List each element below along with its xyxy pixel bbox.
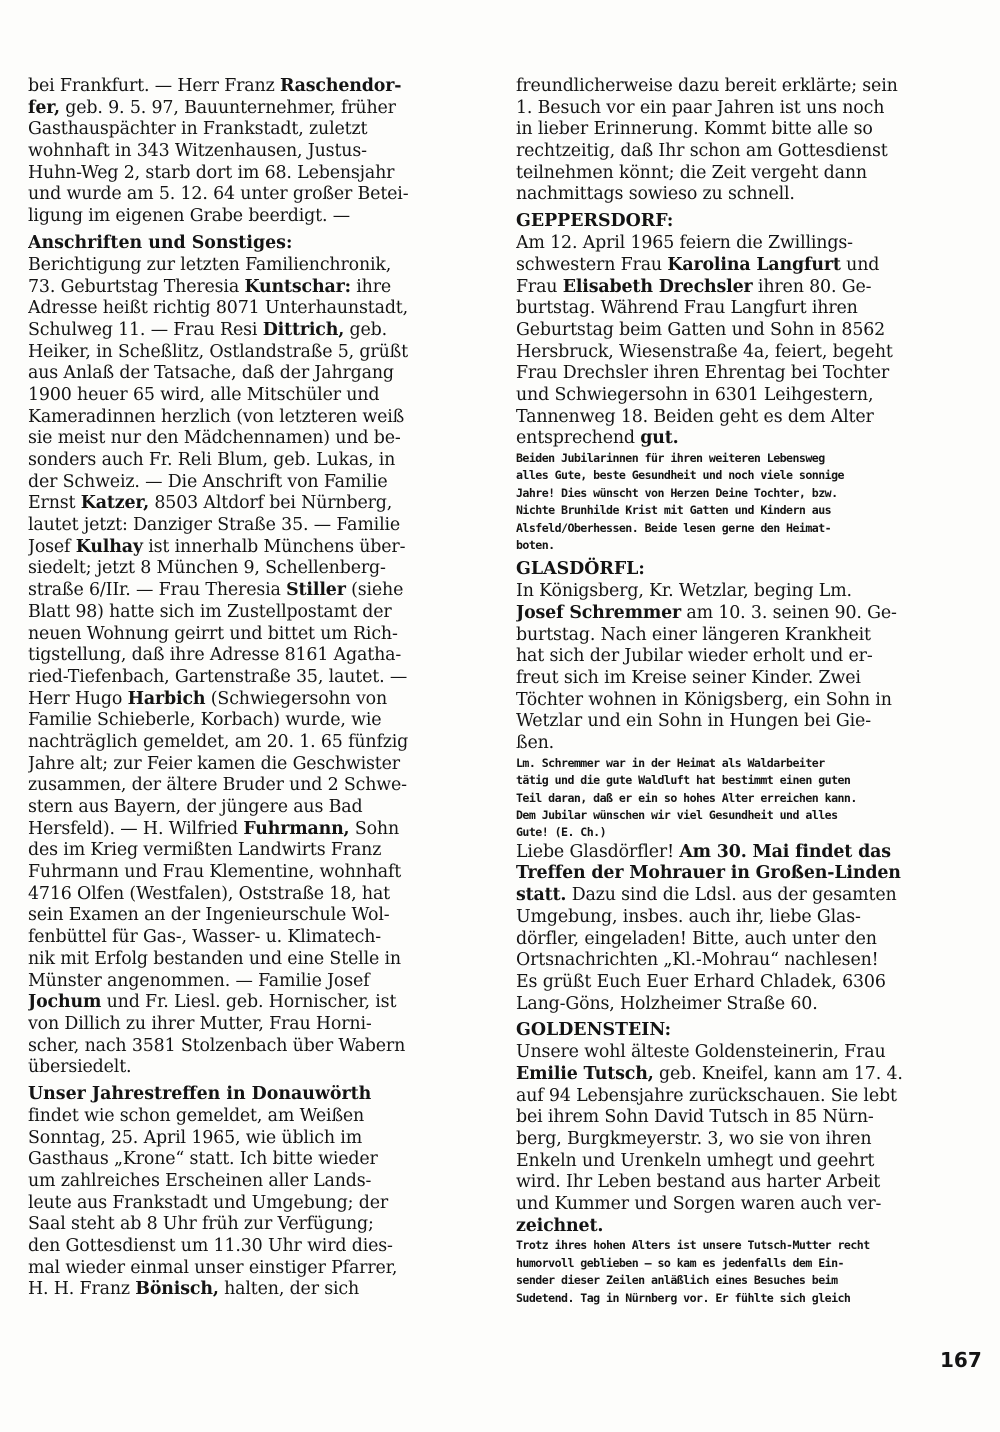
right-text-line xyxy=(516,233,972,255)
text-span: Tannenweg 18. Beiden geht es dem Alter xyxy=(516,406,874,427)
left-text-line xyxy=(28,1106,482,1128)
left-text-line xyxy=(28,1171,482,1193)
right-text-line xyxy=(516,320,972,342)
right-text-line xyxy=(516,690,972,712)
text-span: halten, der sich xyxy=(218,1279,360,1300)
text-span: tigstellung, daß ihre Adresse 8161 Agatha- xyxy=(28,645,402,666)
right-small-print-line xyxy=(516,502,972,519)
left-text-line xyxy=(28,1193,482,1215)
left-text-line xyxy=(28,1258,482,1280)
left-column xyxy=(28,76,482,1301)
right-text-line xyxy=(516,1216,972,1238)
text-span: Jahre alt; zur Feier kamen die Geschwister xyxy=(28,753,400,774)
text-span: Ernst xyxy=(28,493,81,514)
right-text-line xyxy=(516,907,972,929)
bold-text: Bönisch, xyxy=(135,1279,219,1300)
right-small-print-line xyxy=(516,450,972,467)
left-text-line xyxy=(28,1279,482,1301)
right-text-line xyxy=(516,929,972,951)
right-small-print-line xyxy=(516,485,972,502)
bold-text: Jochum xyxy=(28,992,102,1013)
text-span: freundlicherweise dazu bereit erklärte; sein xyxy=(516,76,898,96)
bold-text: GLASDÖRFL: xyxy=(516,559,645,580)
left-text-line xyxy=(28,537,482,559)
text-span: neuen Wohnung geirrt und bittet um Rich- xyxy=(28,623,398,644)
text-span: burtstag. Nach einer längeren Krankheit xyxy=(516,624,871,645)
left-text-line xyxy=(28,428,482,450)
right-text-line xyxy=(516,711,972,733)
left-text-line xyxy=(28,797,482,819)
text-span: um zahlreiches Erscheinen aller Lands- xyxy=(28,1171,372,1191)
left-text-line xyxy=(28,1214,482,1236)
text-span: Herr Hugo xyxy=(28,688,128,709)
text-span: stern aus Bayern, der jüngere aus Bad xyxy=(28,797,363,817)
text-span: und Kummer und Sorgen waren auch ver- xyxy=(516,1194,882,1215)
text-span: und xyxy=(840,254,880,275)
left-text-line xyxy=(28,184,482,206)
text-span: Frau Drechsler ihren Ehrentag bei Tochter xyxy=(516,363,890,384)
left-text-line xyxy=(28,971,482,993)
left-text-line xyxy=(28,1149,482,1171)
bold-text: Harbich xyxy=(127,688,206,709)
text-span: ligung im eigenen Grabe beerdigt. — xyxy=(28,206,350,227)
bold-text: Emilie Tutsch, xyxy=(516,1063,654,1084)
text-span: des im Krieg vermißten Landwirts Franz xyxy=(28,840,382,861)
bold-text: Unser Jahrestreffen in Donauwörth xyxy=(28,1083,372,1104)
right-text-line xyxy=(516,119,972,141)
text-span: In Königsberg, Kr. Wetzlar, beging Lm. xyxy=(516,581,852,602)
text-span: lautet jetzt: Danziger Straße 35. — Familie xyxy=(28,515,401,536)
text-span: entsprechend xyxy=(516,428,641,449)
text-span: boten. xyxy=(516,537,555,552)
right-text-line xyxy=(516,363,972,385)
text-span: der Schweiz. — Die Anschrift von Familie xyxy=(28,471,388,492)
left-text-line xyxy=(28,493,482,515)
left-text-line xyxy=(28,624,482,646)
right-text-line xyxy=(516,972,972,994)
text-span: alles Gute, beste Gesundheit und noch viele sonnige xyxy=(516,468,844,483)
text-span: nachmittags sowieso zu schnell. xyxy=(516,184,795,205)
text-span: 1900 heuer 65 wird, alle Mitschüler und xyxy=(28,384,380,405)
text-span: Hersfeld). — H. Wilfried xyxy=(28,818,244,839)
bold-text: Am 30. Mai findet das xyxy=(679,841,891,862)
text-span: Lm. Schremmer war in der Heimat als Waldarbeiter xyxy=(516,755,825,770)
page-number: 167 xyxy=(940,1348,982,1372)
right-small-print-line xyxy=(516,1290,972,1307)
text-span: Berichtigung zur letzten Familienchronik, xyxy=(28,254,392,275)
left-text-line xyxy=(28,1014,482,1036)
right-small-print-line xyxy=(516,537,972,554)
bold-text: Treffen der Mohrauer in Großen-Linden xyxy=(516,863,901,884)
text-span: Jahre! Dies wünscht von Herzen Deine Tochter, bzw. xyxy=(516,485,838,500)
left-text-line xyxy=(28,1057,482,1079)
right-text-line xyxy=(516,255,972,277)
left-text-line xyxy=(28,407,482,429)
left-text-line xyxy=(28,905,482,927)
bold-text: Karolina Langfurt xyxy=(667,254,841,275)
text-span: geb. xyxy=(344,319,388,340)
text-span: Familie Schieberle, Korbach) wurde, wie xyxy=(28,710,382,731)
left-text-line xyxy=(28,775,482,797)
bold-text: Elisabeth Drechsler xyxy=(562,276,753,297)
text-span: humorvoll geblieben — so kam es jedenfalls dem Ein- xyxy=(516,1255,844,1270)
text-span: ihre xyxy=(350,276,392,297)
text-span: Gute! (E. Ch.) xyxy=(516,825,607,840)
left-text-line xyxy=(28,645,482,667)
text-span: Gasthaus „Krone“ statt. Ich bitte wieder xyxy=(28,1149,378,1170)
text-span: (siehe xyxy=(345,580,404,601)
left-text-line xyxy=(28,558,482,580)
left-text-line xyxy=(28,277,482,299)
text-span: Liebe Glasdörfler! xyxy=(516,841,680,862)
right-small-print-line xyxy=(516,807,972,824)
left-text-line xyxy=(28,732,482,754)
text-span: Umgebung, insbes. auch ihr, liebe Glas- xyxy=(516,906,861,927)
text-span: Lang-Göns, Holzheimer Straße 60. xyxy=(516,993,818,1014)
left-text-line xyxy=(28,689,482,711)
left-text-line xyxy=(28,1128,482,1150)
bold-text: Anschriften und Sonstiges: xyxy=(28,232,293,253)
text-span: hat sich der Jubilar wieder erholt und er- xyxy=(516,646,873,667)
text-span: und Schwiegersohn in 6301 Leihgestern, xyxy=(516,384,874,405)
text-span: teilnehmen könnt; die Zeit vergeht dann xyxy=(516,162,867,183)
right-small-print-line xyxy=(516,467,972,484)
text-span: Nichte Brunhilde Krist mit Gatten und Kindern aus xyxy=(516,503,832,518)
text-span: wohnhaft in 343 Witzenhausen, Justus- xyxy=(28,141,367,162)
text-span: Trotz ihres hohen Alters ist unsere Tutsch-Mutter recht xyxy=(516,1238,870,1253)
text-span: Alsfeld/Oberhessen. Beide lesen gerne den Heimat- xyxy=(516,520,832,535)
text-span: mal wieder einmal unser einstiger Pfarrer, xyxy=(28,1257,398,1278)
bold-text: fer, xyxy=(28,97,60,118)
right-section-heading xyxy=(516,557,972,581)
text-span: wird. Ihr Leben bestand aus harter Arbeit xyxy=(516,1172,881,1193)
left-text-line xyxy=(28,602,482,624)
right-text-line xyxy=(516,1172,972,1194)
left-text-line xyxy=(28,819,482,841)
left-text-line xyxy=(28,862,482,884)
text-span: rechtzeitig, daß Ihr schon am Gottesdienst xyxy=(516,141,888,162)
left-text-line xyxy=(28,385,482,407)
right-section-heading xyxy=(516,209,972,233)
left-text-line xyxy=(28,255,482,277)
text-span: Saal steht ab 8 Uhr früh zur Verfügung; xyxy=(28,1214,374,1235)
right-small-print-line xyxy=(516,824,972,841)
text-span: geb. Kneifel, kann am 17. 4. xyxy=(653,1063,903,1084)
text-span: Beiden Jubilarinnen für ihren weiteren Lebensweg xyxy=(516,451,825,465)
text-span: sein Examen an der Ingenieurschule Wol- xyxy=(28,905,390,926)
text-span: übersiedelt. xyxy=(28,1057,132,1078)
text-span: schwestern Frau xyxy=(516,254,668,275)
text-span: von Dillich zu ihrer Mutter, Frau Horni- xyxy=(28,1013,372,1034)
right-text-line xyxy=(516,342,972,364)
bold-text: Kulhay xyxy=(75,536,143,557)
text-span: bei ihrem Sohn David Tutsch in 85 Nürn- xyxy=(516,1107,874,1128)
right-text-line xyxy=(516,842,972,864)
text-span: und wurde am 5. 12. 64 unter großer Betei- xyxy=(28,184,409,205)
text-span: Fuhrmann und Frau Klementine, wohnhaft xyxy=(28,862,402,883)
text-span: Sonntag, 25. April 1965, wie üblich im xyxy=(28,1127,363,1148)
right-text-line xyxy=(516,994,972,1016)
right-text-line xyxy=(516,603,972,625)
right-text-line xyxy=(516,1151,972,1173)
text-span: Dem Jubilar wünschen wir viel Gesundheit und alles xyxy=(516,808,838,823)
text-span: auf 94 Lebensjahre zurückschauen. Sie lebt xyxy=(516,1085,897,1106)
right-text-line xyxy=(516,98,972,120)
left-text-line xyxy=(28,710,482,732)
left-text-line xyxy=(28,884,482,906)
text-span: findet wie schon gemeldet, am Weißen xyxy=(28,1105,365,1126)
left-text-line xyxy=(28,754,482,776)
left-text-line xyxy=(28,949,482,971)
text-span: nachträglich gemeldet, am 20. 1. 65 fünfzig xyxy=(28,731,409,752)
left-text-line xyxy=(28,515,482,537)
right-text-line xyxy=(516,298,972,320)
left-text-line xyxy=(28,1036,482,1058)
text-span: Josef xyxy=(28,536,76,557)
left-text-line xyxy=(28,1236,482,1258)
text-span: Unsere wohl älteste Goldensteinerin, Frau xyxy=(516,1042,886,1063)
right-small-print-line xyxy=(516,520,972,537)
text-span: 4716 Olfen (Westfalen), Oststraße 18, hat xyxy=(28,883,390,904)
left-text-line xyxy=(28,119,482,141)
right-text-line xyxy=(516,163,972,185)
text-span: sender dieser Zeilen anläßlich eines Besuches beim xyxy=(516,1273,838,1288)
text-span: ßen. xyxy=(516,733,555,754)
text-span: Teil daran, daß er ein so hohes Alter erreichen kann. xyxy=(516,790,857,805)
bold-text: gut. xyxy=(640,428,679,449)
text-span: Es grüßt Euch Euer Erhard Chladek, 6306 xyxy=(516,971,886,992)
bold-text: Raschendor- xyxy=(279,76,402,96)
text-span: ist innerhalb Münchens über- xyxy=(142,536,406,557)
right-text-line xyxy=(516,141,972,163)
text-span: zusammen, der ältere Bruder und 2 Schwe- xyxy=(28,775,407,796)
text-span: Enkeln und Urenkeln umhegt und geehrt xyxy=(516,1150,875,1171)
left-text-line xyxy=(28,163,482,185)
text-span: 8503 Altdorf bei Nürnberg, xyxy=(149,493,393,514)
text-span: Ortsnachrichten „Kl.-Mohrau“ nachlesen! xyxy=(516,950,879,971)
text-span: Kameradinnen herzlich (von letzteren weiß xyxy=(28,406,405,427)
right-text-line xyxy=(516,885,972,907)
left-text-line xyxy=(28,363,482,385)
text-span: burtstag. Während Frau Langfurt ihren xyxy=(516,298,858,319)
text-span: aus Anlaß der Tatsache, daß der Jahrgang xyxy=(28,363,394,384)
left-text-line xyxy=(28,450,482,472)
text-span: Dazu sind die Ldsl. aus der gesamten xyxy=(566,885,897,906)
text-span: sie meist nur den Mädchennamen) und be- xyxy=(28,428,401,449)
text-span: Hersbruck, Wiesenstraße 4a, feiert, begeht xyxy=(516,341,893,362)
text-span: Schulweg 11. — Frau Resi xyxy=(28,319,263,340)
right-text-line xyxy=(516,950,972,972)
right-text-line xyxy=(516,76,972,98)
left-text-line xyxy=(28,667,482,689)
text-span: (Schwiegersohn von xyxy=(205,688,388,709)
bold-text: Dittrich, xyxy=(262,319,345,340)
left-text-line xyxy=(28,98,482,120)
right-text-line xyxy=(516,668,972,690)
text-span: dörfler, eingeladen! Bitte, auch unter den xyxy=(516,928,877,949)
text-span: nik mit Erfolg bestanden und eine Stelle in xyxy=(28,948,401,969)
text-span: Huhn-Weg 2, starb dort im 68. Lebensjahr xyxy=(28,162,395,183)
right-small-print-line xyxy=(516,755,972,772)
text-span: am 10. 3. seinen 90. Ge- xyxy=(681,603,897,624)
left-text-line xyxy=(28,840,482,862)
bold-text: zeichnet. xyxy=(516,1215,604,1236)
text-span: Gasthauspächter in Frankstadt, zuletzt xyxy=(28,119,368,140)
text-span: Heiker, in Scheßlitz, Ostlandstraße 5, grüßt xyxy=(28,341,408,362)
right-small-print-line xyxy=(516,790,972,807)
right-text-line xyxy=(516,1107,972,1129)
text-span: Münster angenommen. — Familie Josef xyxy=(28,970,370,991)
text-span: leute aus Frankstadt und Umgebung; der xyxy=(28,1192,389,1213)
bold-text: Stiller xyxy=(286,580,346,601)
right-text-line xyxy=(516,625,972,647)
text-span: in lieber Erinnerung. Kommt bitte alle so xyxy=(516,119,873,140)
text-span: Sohn xyxy=(349,818,400,839)
right-text-line xyxy=(516,1194,972,1216)
left-text-line xyxy=(28,342,482,364)
bold-text: GEPPERSDORF: xyxy=(516,211,674,232)
right-text-line xyxy=(516,733,972,755)
text-span: Sudetend. Tag in Nürnberg vor. Er fühlte sich gleich xyxy=(516,1290,851,1305)
right-text-line xyxy=(516,407,972,429)
bold-text: statt. xyxy=(516,885,567,906)
right-column xyxy=(516,76,972,1307)
right-small-print-line xyxy=(516,1255,972,1272)
right-text-line xyxy=(516,385,972,407)
right-text-line xyxy=(516,1064,972,1086)
left-section-heading xyxy=(28,231,482,255)
right-text-line xyxy=(516,1086,972,1108)
bold-text: Katzer, xyxy=(80,493,150,514)
text-span: siedelt; jetzt 8 München 9, Schellenberg- xyxy=(28,558,386,579)
right-text-line xyxy=(516,1042,972,1064)
text-span: und Fr. Liesl. geb. Hornischer, ist xyxy=(101,992,397,1013)
right-section-heading xyxy=(516,1018,972,1042)
text-span: berg, Burgkmeyerstr. 3, wo sie von ihren xyxy=(516,1129,872,1150)
left-text-line xyxy=(28,298,482,320)
text-span: Frau xyxy=(516,276,563,297)
text-span: Am 12. April 1965 feiern die Zwillings- xyxy=(516,233,853,254)
text-span: straße 6/IIr. — Frau Theresia xyxy=(28,580,287,601)
text-span: tätig und die gute Waldluft hat bestimmt einen guten xyxy=(516,773,851,788)
right-small-print-line xyxy=(516,772,972,789)
text-span: geb. 9. 5. 97, Bauunternehmer, früher xyxy=(59,97,396,118)
text-span: H. H. Franz xyxy=(28,1279,136,1300)
left-text-line xyxy=(28,141,482,163)
right-text-line xyxy=(516,428,972,450)
left-text-line xyxy=(28,76,482,98)
text-span: Geburtstag beim Gatten und Sohn in 8562 xyxy=(516,319,886,340)
text-span: scher, nach 3581 Stolzenbach über Wabern xyxy=(28,1035,406,1056)
left-text-line xyxy=(28,472,482,494)
right-text-line xyxy=(516,646,972,668)
bold-text: GOLDENSTEIN: xyxy=(516,1020,672,1041)
text-span: den Gottesdienst um 11.30 Uhr wird dies- xyxy=(28,1236,393,1257)
right-text-line xyxy=(516,1129,972,1151)
left-text-line xyxy=(28,580,482,602)
left-section-heading xyxy=(28,1082,482,1106)
text-span: ried-Tiefenbach, Gartenstraße 35, lautet. — xyxy=(28,666,408,687)
right-text-line xyxy=(516,581,972,603)
text-span: bei Frankfurt. — Herr Franz xyxy=(28,76,280,96)
right-small-print-line xyxy=(516,1237,972,1254)
text-span: Wetzlar und ein Sohn in Hungen bei Gie- xyxy=(516,711,871,732)
text-span: freut sich im Kreise seiner Kinder. Zwei xyxy=(516,668,861,689)
bold-text: Fuhrmann, xyxy=(243,818,350,839)
right-text-line xyxy=(516,863,972,885)
bold-text: Josef Schremmer xyxy=(516,603,682,624)
text-span: Blatt 98) hatte sich im Zustellpostamt der xyxy=(28,601,392,622)
left-text-line xyxy=(28,320,482,342)
right-text-line xyxy=(516,277,972,299)
text-span: 73. Geburtstag Theresia xyxy=(28,276,245,297)
left-text-line xyxy=(28,206,482,228)
text-span: ihren 80. Ge- xyxy=(752,276,872,297)
text-span: Adresse heißt richtig 8071 Unterhaunstadt, xyxy=(28,298,409,319)
bold-text: Kuntschar: xyxy=(244,276,351,297)
right-small-print-line xyxy=(516,1272,972,1289)
left-text-line xyxy=(28,992,482,1014)
text-span: 1. Besuch vor ein paar Jahren ist uns noch xyxy=(516,97,885,118)
text-span: fenbüttel für Gas-, Wasser- u. Klimatech- xyxy=(28,927,381,948)
right-text-line xyxy=(516,184,972,206)
text-span: Töchter wohnen in Königsberg, ein Sohn in xyxy=(516,689,892,710)
left-text-line xyxy=(28,927,482,949)
text-span: sonders auch Fr. Reli Blum, geb. Lukas, in xyxy=(28,450,396,470)
